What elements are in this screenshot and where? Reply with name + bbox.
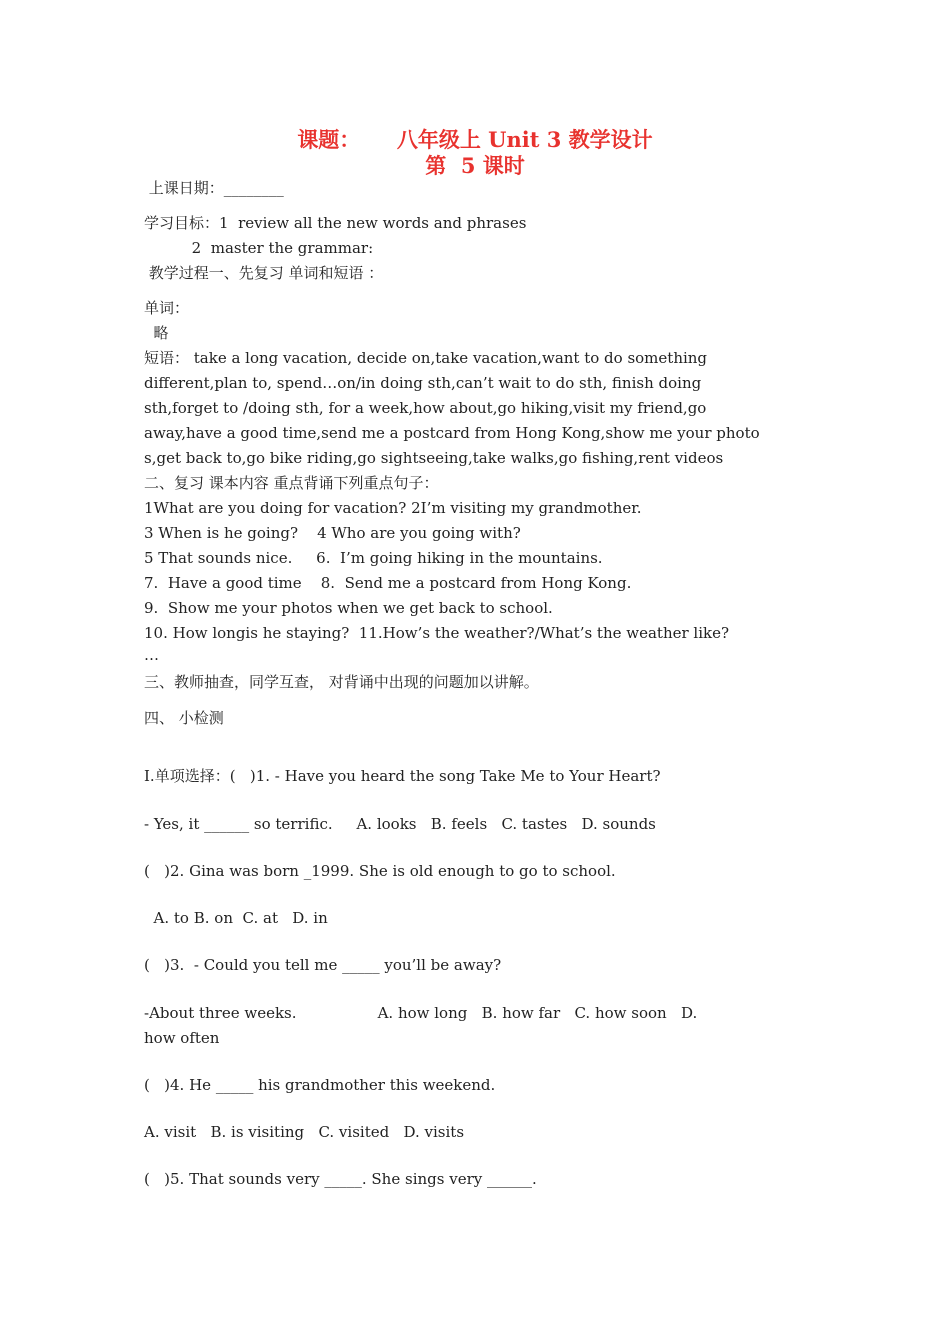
objective-line-2: 2 master the grammar: [144,239,374,257]
question-3-options: -About three weeks. A. how long B. how far C. how soon D. [144,1004,698,1022]
phrases-line-3: sth,forget to /doing sth, for a week,how about,go hiking,visit my friend,go [144,399,707,417]
question-2: ( )2. Gina was born _1999. She is old enough to go to school. [144,862,616,880]
ellipsis-line: … [144,646,159,664]
section-2-heading: 二、复习 课本内容 重点背诵下列重点句子： [144,474,439,492]
section-3-heading: 三、教师抽查，同学互查， 对背诵中出现的问题加以讲解。 [144,673,539,691]
phrases-line-2: different,plan to, spend…on/in doing sth,can’t wait to do sth, finish doing [144,374,702,392]
sentence-line-2: 3 When is he going? 4 Who are you going with? [144,524,521,542]
lesson-period: 第 5 课时 [425,153,525,178]
question-1: I.单项选择：( )1. - Have you heard the song Take Me to Your Heart? [144,767,661,785]
question-1-options: - Yes, it ______ so terrific. A. looks B. feels C. tastes D. sounds [144,815,656,833]
question-2-options: A. to B. on C. at D. in [144,909,328,927]
sentence-line-1: 1What are you doing for vacation? 2I’m visiting my grandmother. [144,499,642,517]
phrases-line-4: away,have a good time,send me a postcard from Hong Kong,show me your photo [144,424,760,442]
words-omitted: 略 [144,324,169,342]
class-date-line: 上课日期：________ [144,179,284,197]
sentence-line-5: 9. Show me your photos when we get back to school. [144,599,553,617]
sentence-line-3: 5 That sounds nice. 6. I’m going hiking in the mountains. [144,549,603,567]
objective-line-1: 学习目标：1 review all the new words and phrases [144,214,527,232]
phrases-line-1: 短语： take a long vacation, decide on,take vacation,want to do something [144,349,708,367]
lesson-title: 课题： 八年级上 Unit 3 教学设计 [297,127,653,152]
phrases-line-5: s,get back to,go bike riding,go sightseeing,take walks,go fishing,rent videos [144,449,724,467]
question-3-options-cont: how often [144,1029,220,1047]
question-4-options: A. visit B. is visiting C. visited D. visits [144,1123,465,1141]
question-5: ( )5. That sounds very _____. She sings very ______. [144,1170,537,1188]
question-3: ( )3. - Could you tell me _____ you’ll be away? [144,956,502,974]
question-4: ( )4. He _____ his grandmother this weekend. [144,1076,496,1094]
process-heading: 教学过程一、先复习 单词和短语 ： [144,264,384,282]
sentence-line-6: 10. How longis he staying? 11.How’s the weather?/What’s the weather like? [144,624,730,642]
section-4-heading: 四、 小检测 [144,709,224,727]
sentence-line-4: 7. Have a good time 8. Send me a postcard from Hong Kong. [144,574,632,592]
words-heading: 单词： [144,299,190,317]
